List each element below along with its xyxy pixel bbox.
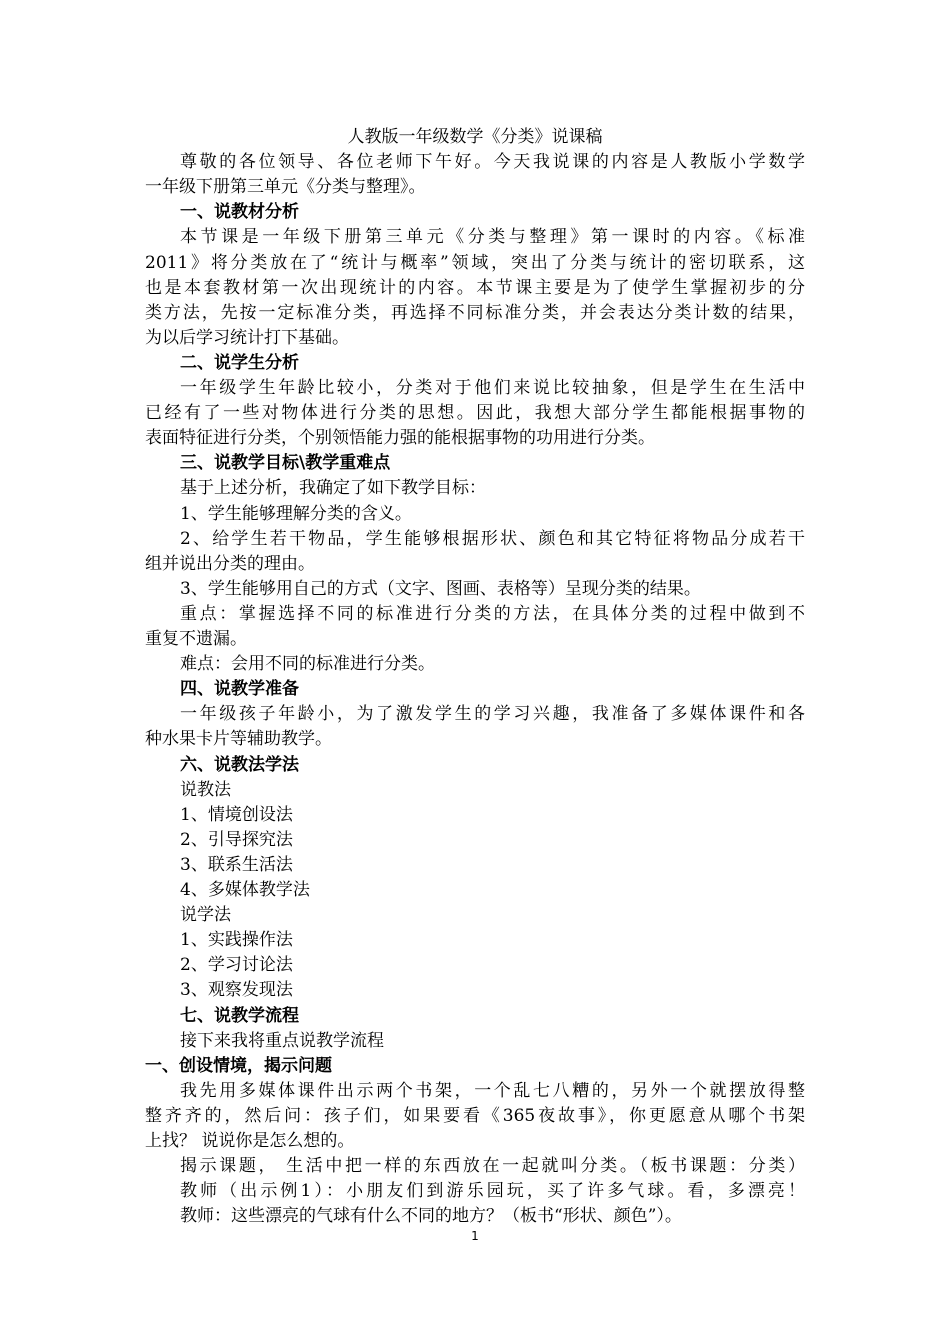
paragraph-line: 类方法，先按一定标准分类，再选择不同标准分类，并会表达分类计数的结果， xyxy=(145,302,805,323)
paragraph-line: 表面特征进行分类，个别领悟能力强的能根据事物的功用进行分类。 xyxy=(145,428,655,449)
section-heading: 四、说教学准备 xyxy=(180,679,299,700)
paragraph-line: 为以后学习统计打下基础。 xyxy=(145,327,349,348)
paragraph-line: 2、引导探究法 xyxy=(180,829,293,850)
paragraph-line: 教师（出示例1）：小朋友们到游乐园玩，买了许多气球。看，多漂亮！ xyxy=(180,1181,805,1202)
paragraph-line: 教师：这些漂亮的气球有什么不同的地方？（板书“形状、颜色”）。 xyxy=(180,1206,682,1227)
paragraph-line: 一年级学生年龄比较小，分类对于他们来说比较抽象，但是学生在生活中 xyxy=(180,378,805,398)
paragraph-line: 说学法 xyxy=(180,905,231,926)
paragraph-line: 接下来我将重点说教学流程 xyxy=(180,1030,384,1051)
paragraph-line: 一年级下册第三单元《分类与整理》。 xyxy=(145,177,426,198)
paragraph-line: 2011》将分类放在了“统计与概率”领域，突出了分类与统计的密切联系，这 xyxy=(145,252,805,273)
paragraph-line: 难点：会用不同的标准进行分类。 xyxy=(180,654,435,675)
paragraph-line: 1、情境创设法 xyxy=(180,804,293,825)
paragraph-line: 种水果卡片等辅助教学。 xyxy=(145,729,332,750)
paragraph-line: 整齐齐的，然后问：孩子们，如果要看《365夜故事》，你更愿意从哪个书架 xyxy=(145,1105,805,1126)
paragraph-line: 2、学习讨论法 xyxy=(180,955,293,976)
paragraph-line: 3、联系生活法 xyxy=(180,854,293,875)
paragraph-line: 重复不遗漏。 xyxy=(145,629,247,649)
paragraph-line: 1、学生能够理解分类的含义。 xyxy=(180,503,412,524)
paragraph-line: 基于上述分析，我确定了如下教学目标： xyxy=(180,478,486,499)
section-heading: 二、说学生分析 xyxy=(180,352,299,373)
paragraph-line: 2、给学生若干物品，学生能够根据形状、颜色和其它特征将物品分成若干 xyxy=(180,528,805,549)
paragraph-line: 也是本套教材第一次出现统计的内容。本节课主要是为了使学生掌握初步的分 xyxy=(145,277,805,298)
paragraph-line: 我先用多媒体课件出示两个书架，一个乱七八糟的，另外一个就摆放得整 xyxy=(180,1080,805,1101)
paragraph-line: 一年级孩子年龄小，为了激发学生的学习兴趣，我准备了多媒体课件和各 xyxy=(180,704,805,725)
paragraph-line: 尊敬的各位领导、各位老师下午好。今天我说课的内容是人教版小学数学 xyxy=(180,152,805,173)
paragraph-line: 揭示课题， 生活中把一样的东西放在一起就叫分类。（板书课题：分类） xyxy=(180,1156,805,1177)
paragraph-line: 3、学生能够用自己的方式（文字、图画、表格等）呈现分类的结果。 xyxy=(180,578,701,599)
paragraph-line: 重点：掌握选择不同的标准进行分类的方法，在具体分类的过程中做到不 xyxy=(180,603,805,624)
section-heading: 一、说教材分析 xyxy=(180,202,299,223)
page-number: 1 xyxy=(471,1229,479,1243)
paragraph-line: 1、实践操作法 xyxy=(180,930,293,951)
paragraph-line: 说教法 xyxy=(180,779,231,800)
section-heading: 三、说教学目标\教学重难点 xyxy=(180,453,391,474)
paragraph-line: 上找？ 说说你是怎么想的。 xyxy=(145,1131,355,1151)
section-heading: 六、说教法学法 xyxy=(180,754,299,775)
paragraph-line: 已经有了一些对物体进行分类的思想。因此，我想大部分学生都能根据事物的 xyxy=(145,403,805,424)
paragraph-line: 本节课是一年级下册第三单元《分类与整理》第一课时的内容。《标准 xyxy=(180,227,805,248)
paragraph-line: 4、多媒体教学法 xyxy=(180,880,310,900)
section-heading: 一、创设情境，揭示问题 xyxy=(145,1055,332,1076)
section-heading: 七、说教学流程 xyxy=(180,1005,299,1026)
document-title: 人教版一年级数学《分类》说课稿 xyxy=(347,127,603,147)
paragraph-line: 组并说出分类的理由。 xyxy=(145,553,315,574)
paragraph-line: 3、观察发现法 xyxy=(180,980,293,1001)
